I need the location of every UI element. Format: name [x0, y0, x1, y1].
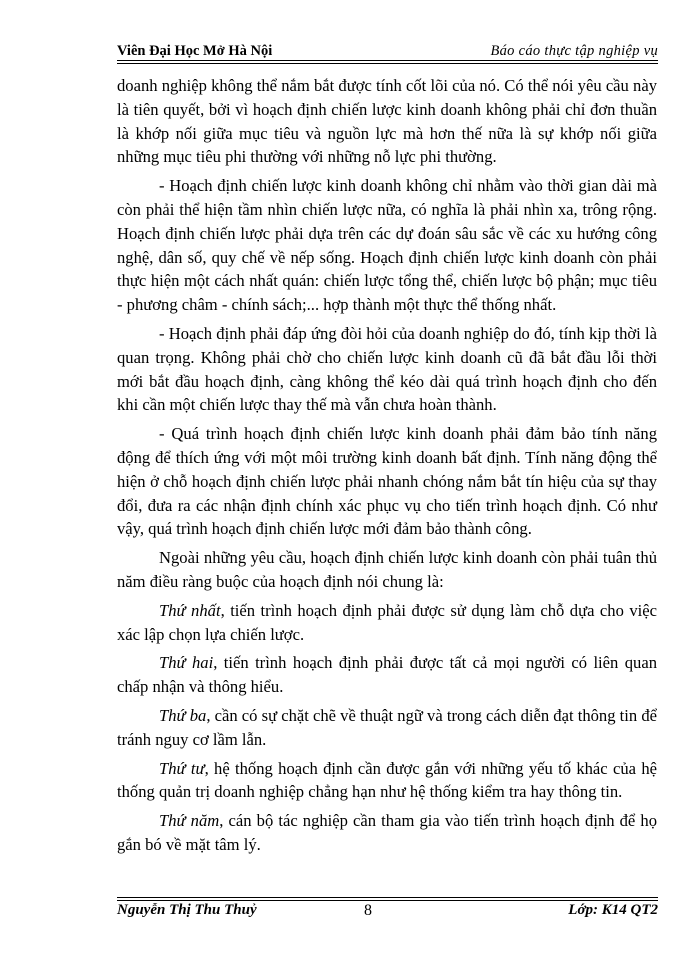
- header-rule: [117, 60, 658, 64]
- page-header: [117, 38, 658, 60]
- page-number: 8: [364, 902, 372, 919]
- paragraph-4: - Quá trình hoạch định chiến lược kinh doanh phải đảm bảo tính năng động để thích ứng với một môi trường kinh doanh bất định. Tính năng động thể hiện ở chỗ hoạch định chiến lược phải nhanh chóng nắm bắt tín hiệu của sự thay đổi, đưa ra các nhận định chính xác phục vụ cho tiến trình hoạch định. Có như vậy, quá trình hoạch định chiến lược mới đảm bảo thành công.: [117, 424, 657, 539]
- footer-rule: [117, 897, 658, 901]
- paragraph-1: doanh nghiệp không thể nắm bắt được tính cốt lõi của nó. Có thể nói yêu cầu này là tiên quyết, bởi vì hoạch định chiến lược kinh doanh không phải chỉ đơn thuần là khớp nối giữa mục tiêu và nguồn lực mà hơn thế nữa là sự khớp nối giữa những mục tiêu phi thường với những nỗ lực phi thường.: [117, 76, 657, 167]
- paragraph-text: , hệ thống hoạch định cần được gắn với những yếu tố khác của hệ thống quản trị doanh nghiệp chẳng hạn như hệ thống kiểm tra hay thông tin.: [117, 758, 657, 802]
- paragraph-2: - Hoạch định chiến lược kinh doanh không chỉ nhằm vào thời gian dài mà còn phải thể hiện tầm nhìn chiến lược nữa, có nghĩa là phải nhìn xa, trông rộng. Hoạch định chiến lược phải dựa trên các dự đoán sâu sắc về các xu hướng công nghệ, dân số, quy chế về nếp sống. Hoạch định chiến lược kinh doanh còn phải thực hiện một cách nhất quán: chiến lược tổng thể, chiến lược bộ phận; mục tiêu - phương châm - chính sách;... hợp thành một thực thể thống nhất.: [117, 176, 657, 315]
- page-footer: [117, 902, 658, 924]
- paragraph-8: [117, 704, 657, 752]
- lead-term: Thứ tư: [159, 758, 205, 778]
- paragraph-5: Ngoài những yêu cầu, hoạch định chiến lược kinh doanh còn phải tuân thủ năm điều ràng buộc của hoạch định nói chung là:: [117, 548, 657, 591]
- paragraph-9: [117, 757, 657, 805]
- paragraph-text: , tiến trình hoạch định phải được sử dụng làm chỗ dựa cho việc xác lập chọn lựa chiến lược.: [117, 600, 657, 644]
- paragraph-7: [117, 651, 657, 699]
- paragraph-10: [117, 809, 657, 857]
- paragraph-3: - Hoạch định phải đáp ứng đòi hỏi của doanh nghiệp do đó, tính kịp thời là quan trọng. Không phải chờ cho chiến lược kinh doanh cũ đã bắt đầu lỗi thời mới bắt đầu hoạch định, càng không thể kéo dài quá trình hoạch định cho đến khi cần một chiến lược thay thế mà vẫn chưa hoàn thành.: [117, 323, 657, 415]
- paragraph-6: [117, 599, 657, 647]
- paragraph-text: , cần có sự chặt chẽ về thuật ngữ và trong cách diễn đạt thông tin để tránh nguy cơ lầm lẫn.: [117, 705, 657, 749]
- lead-term: Thứ hai: [159, 653, 214, 673]
- document-body: [117, 74, 657, 862]
- footer-author: Nguyễn Thị Thu Thuỷ: [117, 902, 257, 918]
- lead-term: Thứ ba: [159, 705, 207, 725]
- paragraph-text: , tiến trình hoạch định phải được tất cả mọi người có liên quan chấp nhận và thông hiểu.: [117, 653, 657, 697]
- header-report-title: Báo cáo thực tập nghiệp vụ: [490, 43, 658, 59]
- lead-term: Thứ năm: [159, 811, 220, 831]
- header-institution: Viên Đại Học Mở Hà Nội: [117, 43, 273, 59]
- lead-term: Thứ nhất: [159, 600, 221, 620]
- footer-class-label: Lớp: K14 QT2: [568, 902, 658, 918]
- paragraph-text: , cán bộ tác nghiệp cần tham gia vào tiến trình hoạch định để họ gắn bó về mặt tâm lý.: [117, 811, 657, 854]
